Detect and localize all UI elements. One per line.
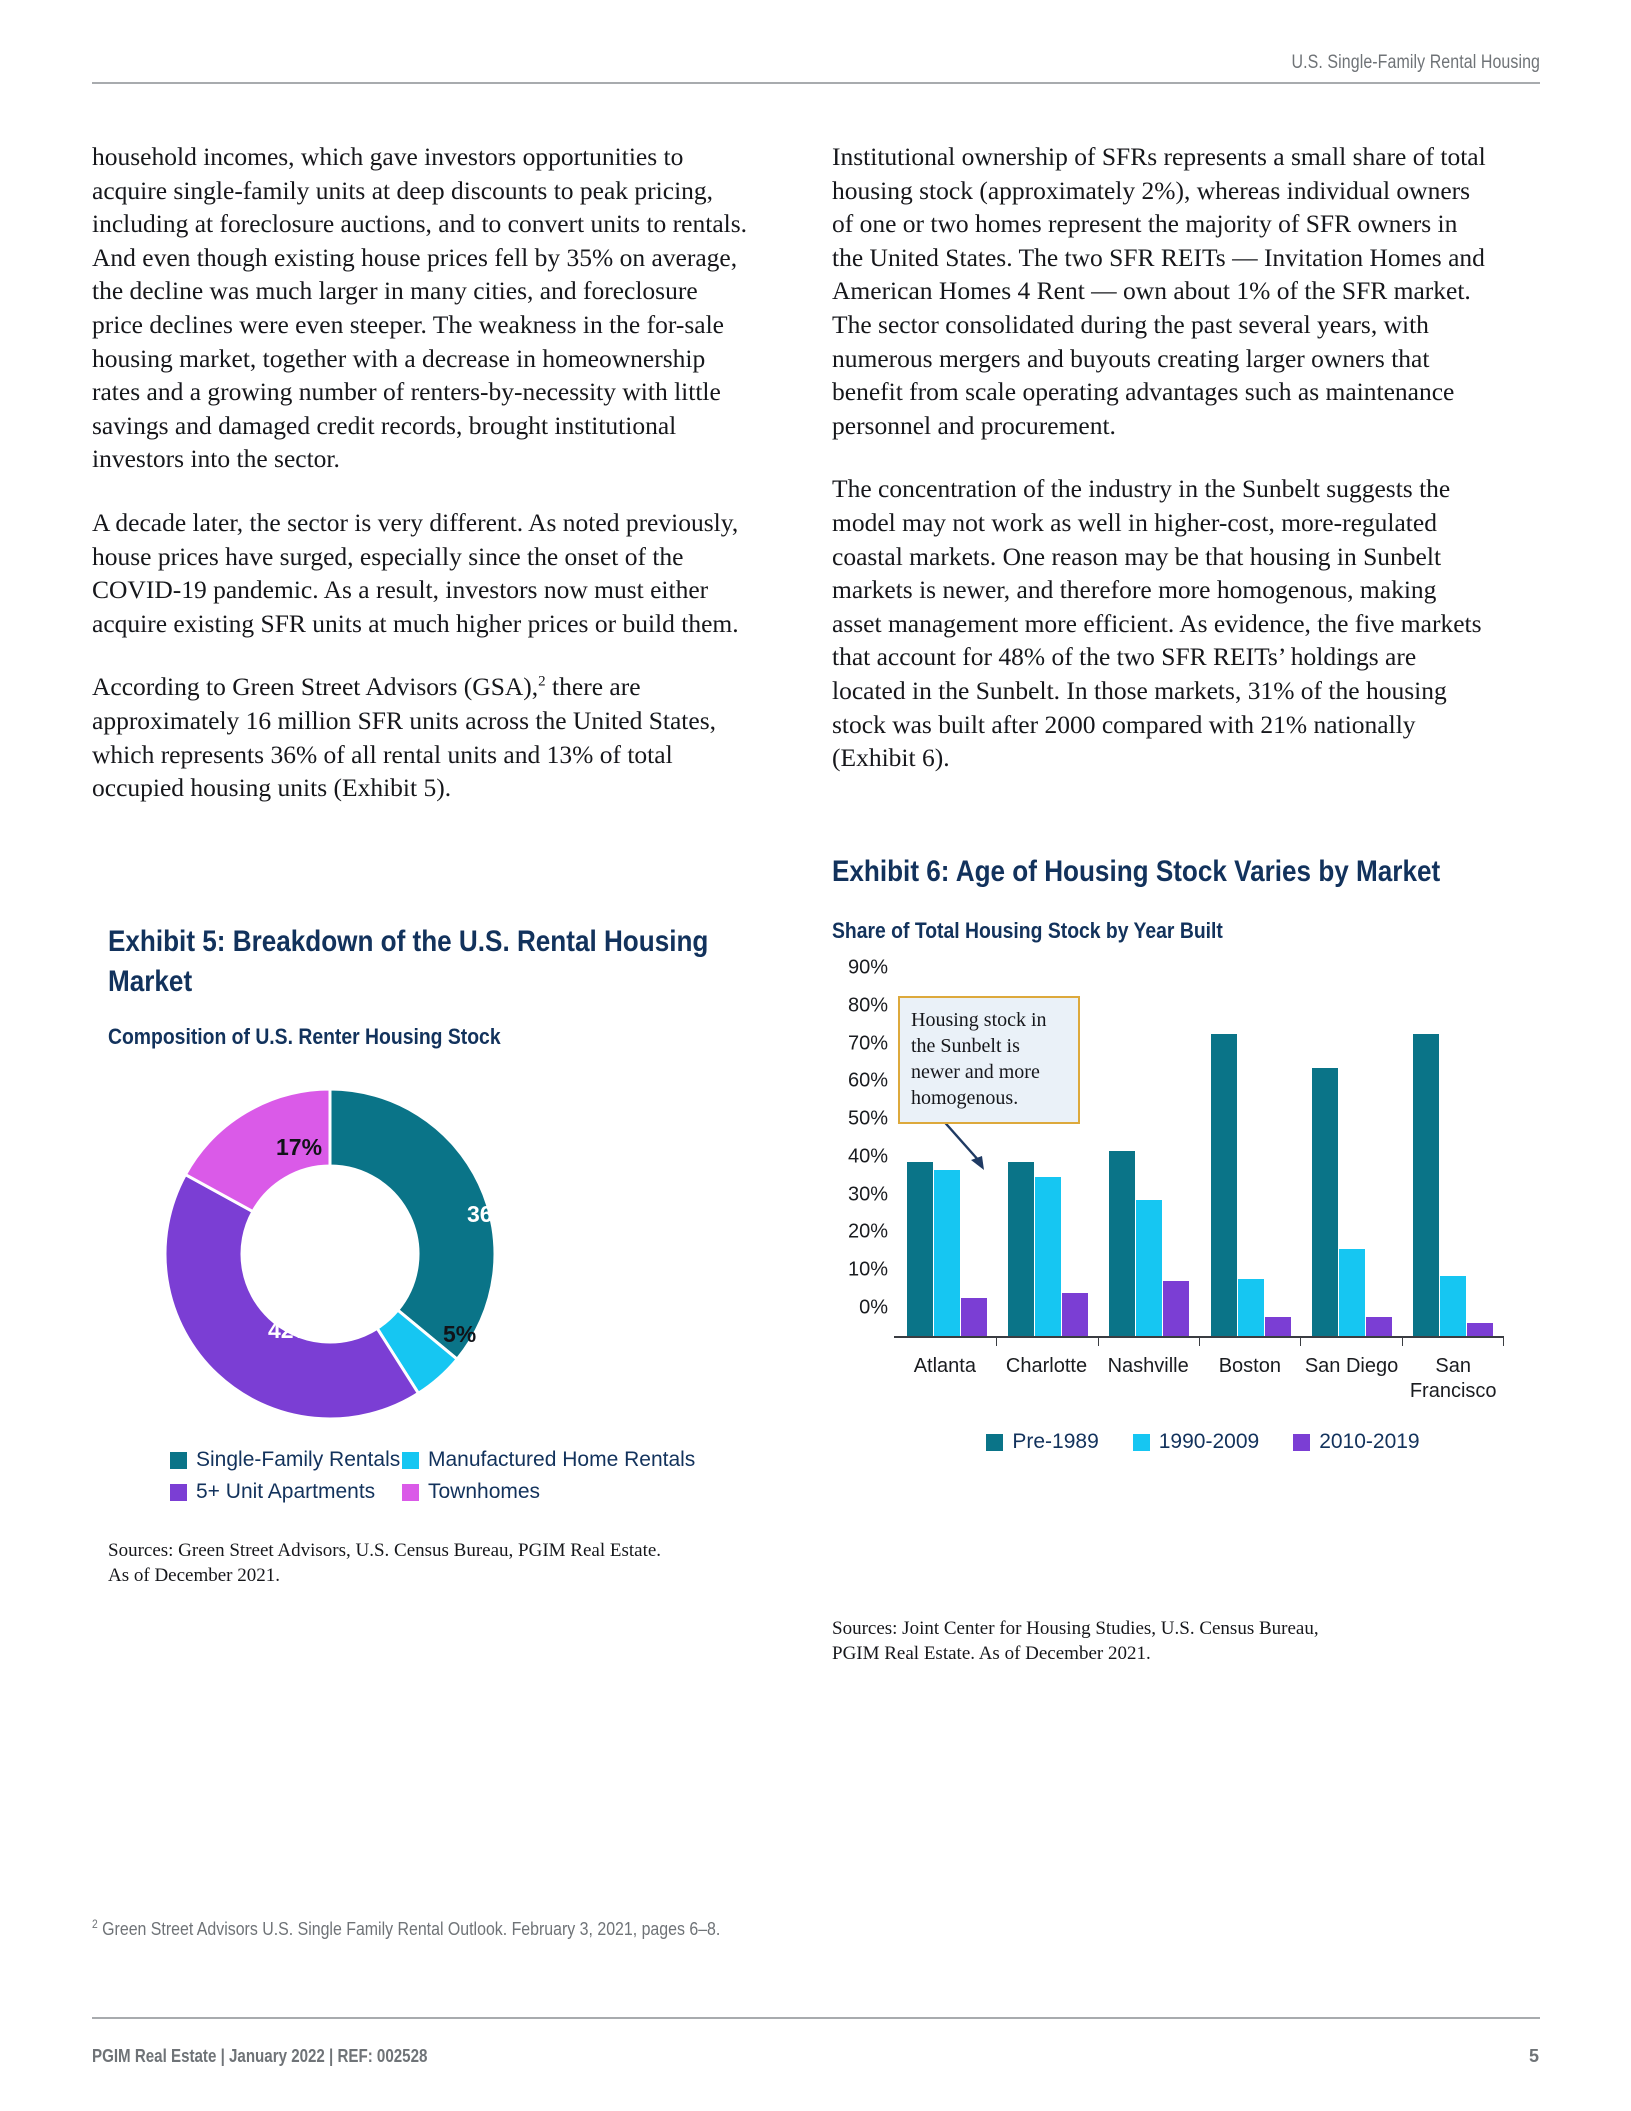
legend-label-1990-2009: 1990-2009 [1158,1430,1260,1453]
exhibit-6-source-line-2: PGIM Real Estate. As of December 2021. [832,1643,1151,1664]
bar-group [1200,968,1301,1336]
legend-item-5-unit-apartments [170,1480,402,1504]
paragraph-2: A decade later, the sector is very different. As noted previously, house prices have surged, especially since the onset of the COVID-19 pandemic. As a result, investors now must either acquire existing SFR units at much higher prices or build them. [92,507,739,638]
y-axis-tick-label: 80% [847,994,888,1017]
y-axis-tick-label: 0% [859,1296,888,1319]
exhibit-6-subtitle: Share of Total Housing Stock by Year Built [832,918,1223,943]
bar [1211,1034,1237,1336]
exhibit-5-subtitle: Composition of U.S. Renter Housing Stock [108,1024,501,1049]
legend-swatch-icon-cyan [402,1452,419,1469]
bar-chart-y-axis [832,956,888,1338]
legend-item-manufactured-home-rentals [402,1448,695,1472]
x-axis-tick-label: Charlotte [1005,1355,1088,1377]
footer-imprint: PGIM Real Estate | January 2022 | REF: 002528 [92,2046,428,2066]
legend-swatch-icon-orchid [402,1484,419,1501]
x-axis-tick-label: San Diego [1304,1355,1399,1377]
bar [1413,1034,1439,1336]
exhibit-5-source [108,1538,758,1588]
y-axis-tick-label: 30% [847,1183,888,1206]
x-axis-tick-label: Atlanta [913,1355,976,1377]
bar-chart [832,956,1512,1664]
paragraph-3-part-b: there are approximately 16 million SFR units across the United States, which represents 36% of all rental units and 13% of total occupied housing units (Exhibit 5). [92,672,716,803]
paragraph-1: household incomes, which gave investors opportunities to acquire single-family units at deep discounts to peak pricing, including at foreclosure auctions, and to convert units to rentals. And even though existing house prices fell by 35% on average, the decline was much larger in many cities, and foreclosure price declines were even steeper. The weakness in the for-sale housing market, together with a decrease in homeownership rates and a growing number of renters-by-necessity with little savings and damaged credit records, brought institutional investors into the sector. [92,142,748,474]
paragraph-3-part-a: According to Green Street Advisors (GSA), [92,672,539,702]
donut-chart [160,1084,630,1424]
page-header [92,52,1540,84]
paragraph-3 [92,670,752,804]
y-axis-tick-label: 50% [847,1107,888,1130]
bar [961,1298,987,1336]
bar [1238,1279,1264,1336]
exhibit-5 [108,922,758,1588]
bar-group [1301,968,1402,1336]
y-axis-tick-label: 40% [847,1145,888,1168]
y-axis-tick-label: 10% [847,1258,888,1281]
footnote [92,1918,1124,1940]
bar-group [1403,968,1504,1336]
exhibit-6-source-line-1: Sources: Joint Center for Housing Studies, U.S. Census Bureau, [832,1618,1319,1639]
footer-divider [92,2017,1540,2019]
bar [1366,1317,1392,1336]
chart-annotation-callout: Housing stock in the Sunbelt is newer and more homogenous. [898,996,1080,1124]
bar [1008,1162,1034,1336]
exhibit-5-source-line-1: Sources: Green Street Advisors, U.S. Census Bureau, PGIM Real Estate. [108,1540,662,1561]
bar-chart-x-axis [894,1354,1504,1404]
donut-legend [170,1448,696,1504]
x-axis-tick-label: San Francisco [1409,1355,1497,1402]
donut-slice [165,1175,418,1419]
exhibit-6-source [832,1616,1432,1666]
legend-swatch-icon-purple [1293,1434,1310,1451]
bar [907,1162,933,1336]
bar [1109,1151,1135,1336]
legend-label-townhomes: Townhomes [428,1480,541,1503]
bar [1467,1323,1493,1336]
left-text-column [92,140,752,835]
exhibit-6 [832,852,1512,1664]
exhibit-5-source-line-2: As of December 2021. [108,1565,281,1586]
legend-label-2010-2019: 2010-2019 [1319,1430,1420,1453]
bar [1339,1249,1365,1336]
legend-swatch-icon-cyan [1133,1434,1150,1451]
legend-item-single-family-rentals [170,1448,402,1472]
bar-group [1099,968,1200,1336]
donut-chart-svg [160,1084,500,1424]
paragraph-5: The concentration of the industry in the Sunbelt suggests the model may not work as well in higher-cost, more-regulated coastal markets. One reason may be that housing in Sunbelt markets is newer, and therefore more homogenous, making asset management more efficient. As evidence, the five markets that account for 48% of the two SFR REITs’ holdings are located in the Sunbelt. In those markets, 31% of the housing stock was built after 2000 compared with 21% nationally (Exhibit 6). [832,474,1482,773]
bar [1136,1200,1162,1336]
right-text-column [832,140,1492,805]
legend-swatch-icon-purple [170,1484,187,1501]
x-axis-tick-label: Nashville [1107,1355,1189,1377]
bar [934,1170,960,1336]
y-axis-tick-label: 90% [847,956,888,979]
bar [1312,1068,1338,1336]
x-axis-tick-label: Boston [1218,1355,1281,1377]
donut-value-apartments: 42% [268,1317,315,1343]
x-axis-line [894,1336,1504,1338]
bar [1163,1281,1189,1336]
paragraph-4: Institutional ownership of SFRs represents a small share of total housing stock (approximately 2%), whereas individual owners of one or two homes represent the majority of SFR owners in the United States. The two SFR REITs — Invitation Homes and American Homes 4 Rent — own about 1% of the SFR market. The sector consolidated during the past several years, with numerous mergers and buyouts creating larger owners that benefit from scale operating advantages such as maintenance personnel and procurement. [832,142,1486,440]
bar-chart-legend [894,1430,1512,1454]
footnote-text: Green Street Advisors U.S. Single Family Rental Outlook. February 3, 2021, pages 6–8. [97,1918,721,1939]
bar [1440,1276,1466,1336]
y-axis-tick-label: 60% [847,1069,888,1092]
legend-label-5-unit-apartments: 5+ Unit Apartments [196,1480,376,1503]
bar [1265,1317,1291,1336]
header-divider [92,82,1540,84]
donut-value-townhomes: 17% [276,1134,323,1160]
y-axis-tick-label: 70% [847,1032,888,1055]
legend-swatch-icon-teal [170,1452,187,1469]
footnote-number: 2 [92,1916,98,1931]
legend-label-single-family-rentals: Single-Family Rentals [196,1448,401,1471]
legend-item-pre-1989 [986,1430,1098,1454]
legend-item-2010-2019 [1293,1430,1419,1454]
donut-value-single-family: 36% [467,1201,514,1227]
legend-item-townhomes [402,1480,695,1504]
donut-value-manufactured: 5% [443,1321,477,1347]
exhibit-6-title: Exhibit 6: Age of Housing Stock Varies by Market [832,855,1441,888]
header-title: U.S. Single-Family Rental Housing [1291,52,1540,73]
exhibit-5-title: Exhibit 5: Breakdown of the U.S. Rental Housing Market [108,925,709,998]
legend-item-1990-2009 [1133,1430,1259,1454]
y-axis-tick-label: 20% [847,1220,888,1243]
legend-swatch-icon-teal [986,1434,1003,1451]
footnote-marker-2: 2 [538,673,546,690]
bar [1035,1177,1061,1336]
legend-label-manufactured-home-rentals: Manufactured Home Rentals [428,1448,696,1471]
bar [1062,1293,1088,1336]
page-number: 5 [1528,2046,1539,2066]
legend-label-pre-1989: Pre-1989 [1012,1430,1099,1453]
